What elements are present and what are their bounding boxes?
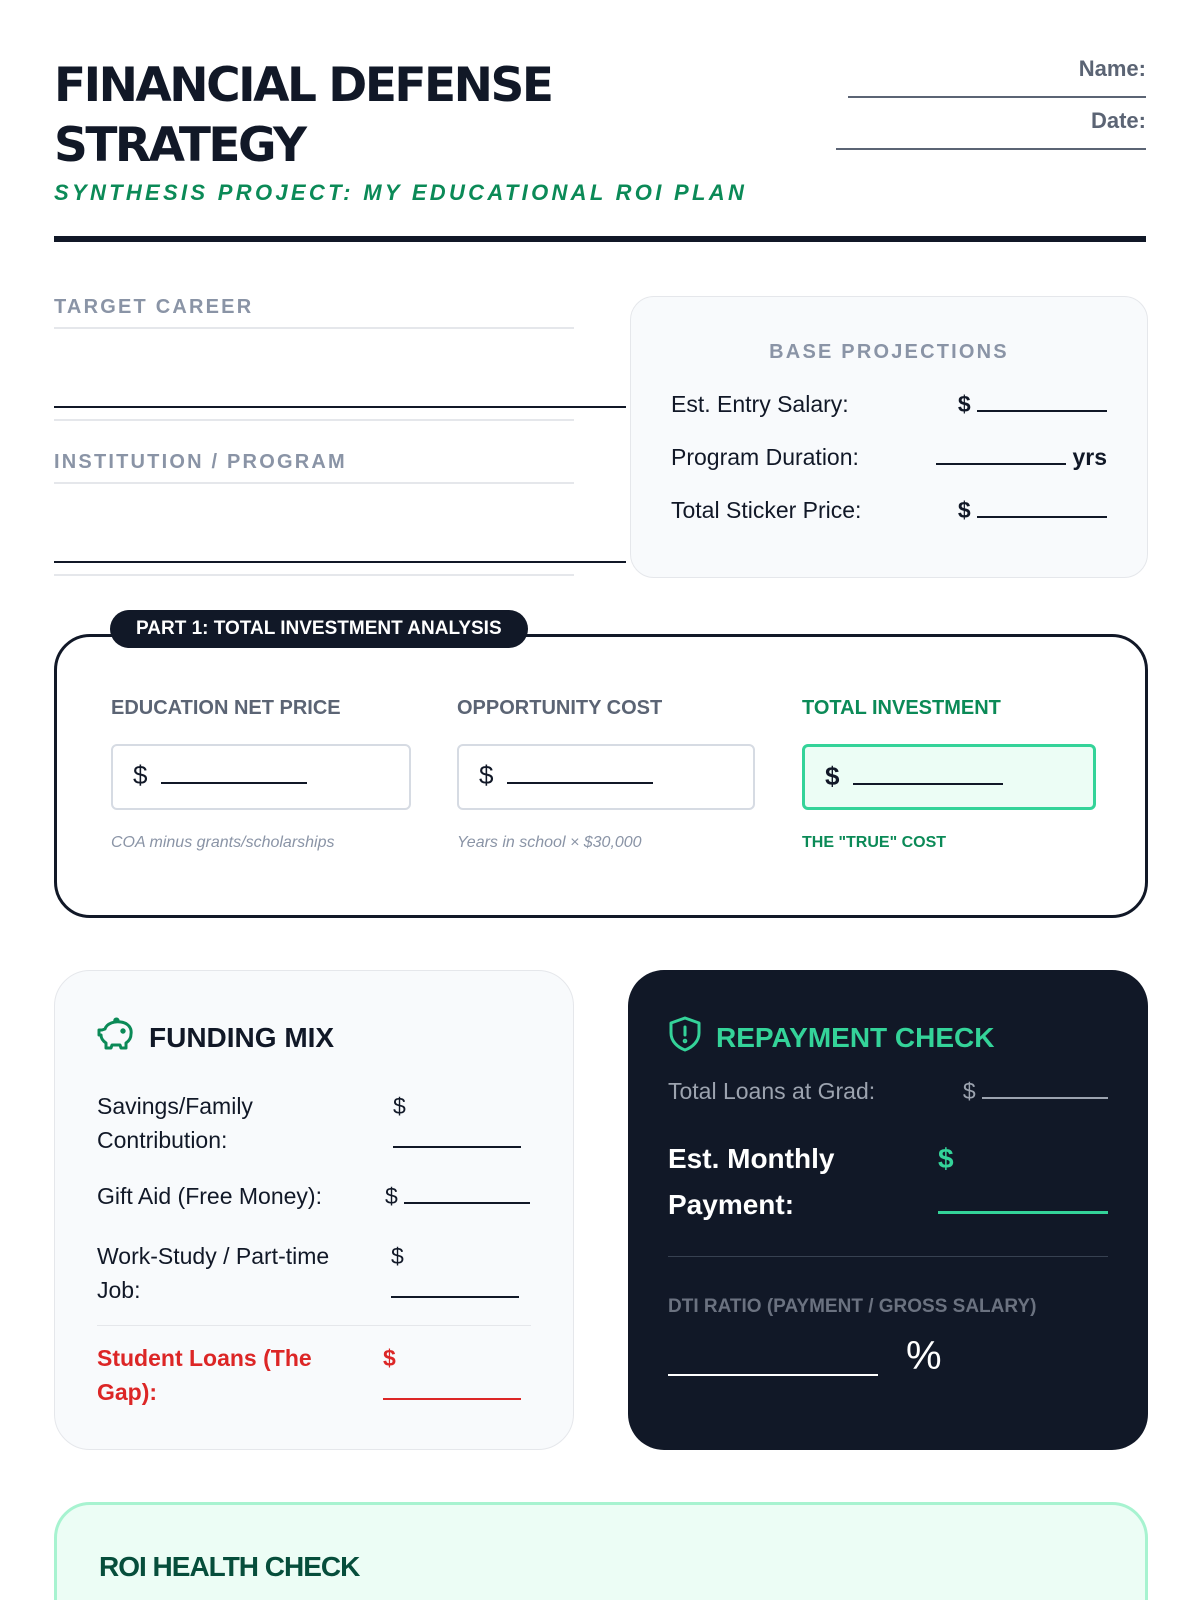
savings-label: Savings/Family Contribution: bbox=[97, 1093, 253, 1153]
opportunity-cost-hint: Years in school × $30,000 bbox=[457, 834, 642, 851]
repayment-divider bbox=[668, 1256, 1108, 1257]
institution-write-line[interactable] bbox=[54, 561, 626, 563]
program-duration-row bbox=[671, 444, 1107, 476]
monthly-payment-label: Est. Monthly Payment: bbox=[668, 1143, 835, 1220]
total-investment-input[interactable] bbox=[802, 744, 1096, 810]
student-loans-field[interactable] bbox=[383, 1341, 521, 1409]
gift-aid-field[interactable] bbox=[385, 1179, 530, 1213]
roi-health-check-card bbox=[54, 1502, 1148, 1600]
date-line[interactable] bbox=[836, 148, 1146, 150]
dollar-sign: $ bbox=[133, 760, 148, 790]
true-cost-note: THE "TRUE" COST bbox=[802, 834, 947, 851]
target-career-write-line[interactable] bbox=[54, 406, 626, 408]
student-loans-row bbox=[97, 1341, 531, 1411]
gift-aid-blank[interactable] bbox=[404, 1184, 530, 1204]
monthly-payment-row bbox=[668, 1136, 1108, 1232]
page-title-line-2: STRATEGY bbox=[54, 118, 305, 173]
opportunity-cost-input[interactable] bbox=[457, 744, 755, 810]
entry-salary-row bbox=[671, 391, 1107, 423]
page-subtitle: SYNTHESIS PROJECT: MY EDUCATIONAL ROI PLAN bbox=[54, 180, 748, 205]
total-investment-column bbox=[802, 697, 1096, 852]
total-loans-row bbox=[668, 1078, 1108, 1112]
worksheet-header bbox=[54, 56, 1146, 242]
savings-blank[interactable] bbox=[393, 1138, 521, 1148]
base-projections-title: BASE PROJECTIONS bbox=[769, 341, 1009, 363]
target-career-underline bbox=[54, 419, 574, 421]
base-projections-card bbox=[630, 296, 1148, 578]
opportunity-cost-blank bbox=[507, 764, 653, 784]
institution-underline bbox=[54, 574, 574, 576]
sticker-price-field[interactable] bbox=[958, 497, 1107, 524]
institution-rule bbox=[54, 482, 574, 484]
sticker-price-row bbox=[671, 497, 1107, 529]
total-investment-blank bbox=[853, 765, 1003, 785]
funding-divider bbox=[97, 1325, 531, 1326]
part1-title-pill: PART 1: TOTAL INVESTMENT ANALYSIS bbox=[110, 610, 528, 648]
opportunity-cost-column bbox=[457, 697, 755, 852]
dollar-sign: $ bbox=[391, 1243, 404, 1269]
funding-mix-title: FUNDING MIX bbox=[149, 1021, 335, 1053]
sticker-price-blank[interactable] bbox=[977, 498, 1107, 518]
monthly-payment-field[interactable] bbox=[938, 1136, 1108, 1228]
opportunity-cost-label: OPPORTUNITY COST bbox=[457, 697, 663, 719]
total-loans-label: Total Loans at Grad: bbox=[668, 1078, 876, 1104]
total-investment-label: TOTAL INVESTMENT bbox=[802, 697, 1001, 719]
program-duration-blank[interactable] bbox=[936, 445, 1066, 465]
target-career-rule bbox=[54, 327, 574, 329]
program-duration-field[interactable] bbox=[936, 444, 1107, 471]
work-study-blank[interactable] bbox=[391, 1288, 519, 1298]
date-label: Date: bbox=[1090, 108, 1146, 133]
name-date-block bbox=[836, 56, 1146, 150]
total-loans-field[interactable] bbox=[963, 1078, 1108, 1105]
gift-aid-label: Gift Aid (Free Money): bbox=[97, 1183, 322, 1209]
repayment-check-card bbox=[628, 970, 1148, 1450]
funding-mix-card bbox=[54, 970, 574, 1450]
dollar-sign: $ bbox=[479, 760, 494, 790]
net-price-input[interactable] bbox=[111, 744, 411, 810]
savings-field[interactable] bbox=[393, 1089, 521, 1157]
dollar-sign: $ bbox=[938, 1143, 954, 1174]
dollar-sign: $ bbox=[957, 497, 971, 523]
page-title-line-1: FINANCIAL DEFENSE bbox=[54, 58, 552, 113]
funding-mix-header bbox=[97, 1017, 334, 1058]
repayment-check-title: REPAYMENT CHECK bbox=[716, 1021, 995, 1053]
piggy-bank-icon bbox=[97, 1017, 135, 1058]
student-loans-label: Student Loans (The Gap): bbox=[97, 1345, 312, 1405]
entry-salary-field[interactable] bbox=[958, 391, 1107, 418]
gift-aid-row bbox=[97, 1179, 531, 1213]
student-loans-blank[interactable] bbox=[383, 1390, 521, 1400]
dollar-sign: $ bbox=[957, 391, 971, 417]
dollar-sign: $ bbox=[962, 1078, 976, 1104]
dti-ratio-label: DTI RATIO (PAYMENT / GROSS SALARY) bbox=[668, 1296, 1037, 1317]
work-study-label: Work-Study / Part-time Job: bbox=[97, 1243, 330, 1303]
dollar-sign: $ bbox=[825, 761, 840, 791]
sticker-price-label: Total Sticker Price: bbox=[671, 497, 862, 523]
total-investment-section bbox=[54, 634, 1148, 918]
target-career-label: TARGET CAREER bbox=[54, 296, 254, 318]
percent-sign: % bbox=[906, 1334, 942, 1378]
net-price-label: EDUCATION NET PRICE bbox=[111, 697, 341, 719]
program-duration-label: Program Duration: bbox=[671, 444, 859, 470]
roi-health-check-title: ROI HEALTH CHECK bbox=[99, 1551, 360, 1582]
name-line[interactable] bbox=[848, 96, 1146, 98]
entry-salary-label: Est. Entry Salary: bbox=[671, 391, 849, 417]
shield-alert-icon bbox=[668, 1016, 702, 1059]
total-loans-blank[interactable] bbox=[982, 1079, 1108, 1099]
net-price-hint: COA minus grants/scholarships bbox=[111, 834, 335, 851]
dti-ratio-blank[interactable] bbox=[668, 1338, 878, 1376]
work-study-row bbox=[97, 1239, 531, 1309]
institution-label: INSTITUTION / PROGRAM bbox=[54, 451, 347, 473]
entry-salary-blank[interactable] bbox=[977, 392, 1107, 412]
work-study-field[interactable] bbox=[391, 1239, 519, 1307]
net-price-blank bbox=[161, 764, 307, 784]
savings-row bbox=[97, 1089, 531, 1159]
net-price-column bbox=[111, 697, 411, 852]
header-divider bbox=[54, 236, 1146, 242]
dollar-sign: $ bbox=[383, 1345, 396, 1371]
repayment-check-header bbox=[668, 1016, 994, 1059]
dollar-sign: $ bbox=[385, 1183, 398, 1209]
name-label: Name: bbox=[1078, 56, 1146, 81]
monthly-payment-blank[interactable] bbox=[938, 1204, 1108, 1214]
dollar-sign: $ bbox=[393, 1093, 406, 1119]
years-unit: yrs bbox=[1072, 444, 1107, 470]
dti-ratio-row bbox=[668, 1334, 1108, 1398]
